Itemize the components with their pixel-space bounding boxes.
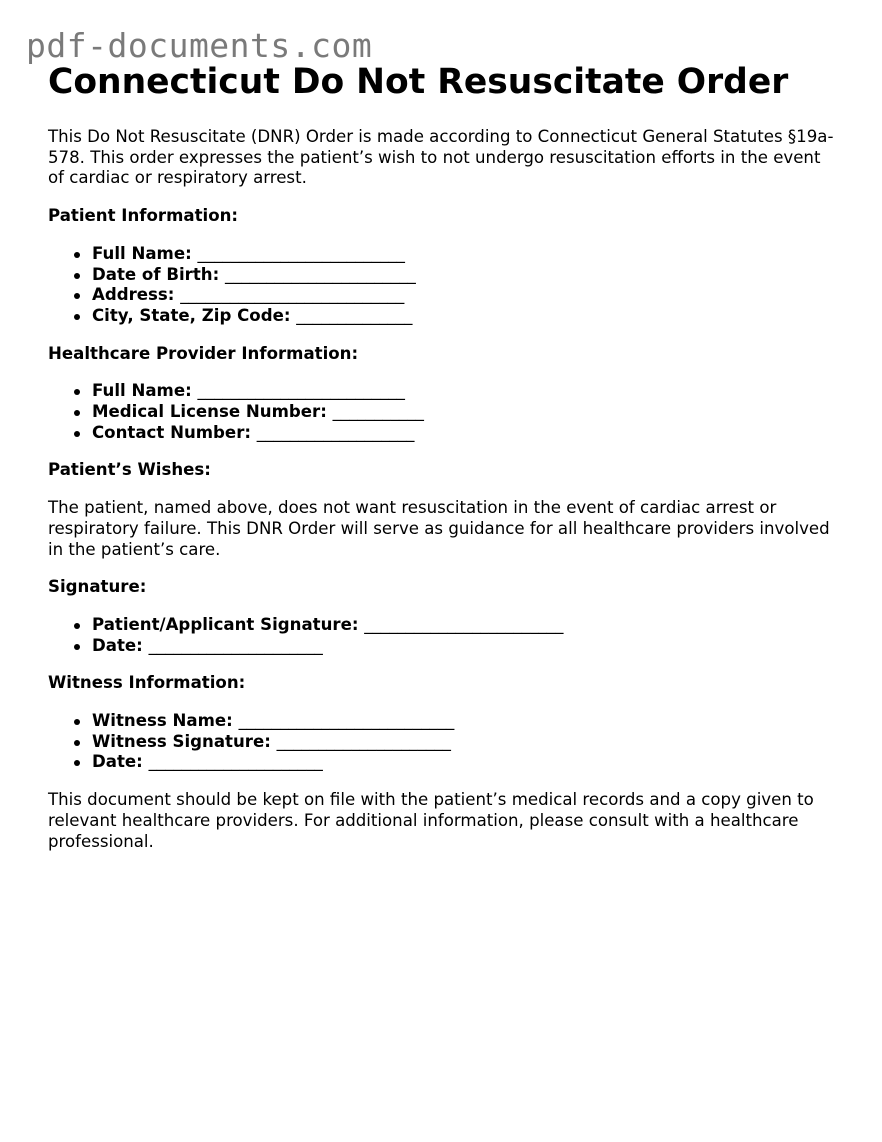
field-label: Full Name: bbox=[92, 243, 192, 263]
field-label: City, State, Zip Code: bbox=[92, 305, 291, 325]
field-blank: __________________________ bbox=[238, 711, 455, 731]
field-label: Contact Number: bbox=[92, 422, 252, 442]
field-blank: _________________________ bbox=[197, 243, 405, 263]
witness-heading: Witness Information: bbox=[48, 673, 246, 693]
signature-date-field[interactable] bbox=[92, 636, 838, 657]
provider-license-field[interactable] bbox=[92, 402, 838, 423]
field-blank: ___________ bbox=[332, 402, 424, 422]
wishes-heading: Patient’s Wishes: bbox=[48, 460, 211, 480]
patient-info-list bbox=[48, 244, 838, 327]
wishes-paragraph: The patient, named above, does not want resuscitation in the event of cardiac arrest or respiratory failure. This DNR Order will serve as guidance for all healthcare providers involved in the patient’s care. bbox=[48, 498, 830, 559]
field-label: Witness Name: bbox=[92, 711, 233, 731]
field-label: Witness Signature: bbox=[92, 731, 271, 751]
patient-signature-field[interactable] bbox=[92, 615, 838, 636]
provider-info-heading: Healthcare Provider Information: bbox=[48, 343, 359, 363]
provider-info-list bbox=[48, 381, 838, 443]
signature-heading: Signature: bbox=[48, 577, 147, 597]
document-page bbox=[48, 60, 838, 852]
patient-city-state-zip-field[interactable] bbox=[92, 306, 838, 327]
closing-paragraph: This document should be kept on file with the patient’s medical records and a copy given to relevant healthcare providers. For additional information, please consult with a healthcare professional. bbox=[48, 790, 814, 851]
field-label: Date of Birth: bbox=[92, 264, 220, 284]
patient-info-heading: Patient Information: bbox=[48, 206, 239, 226]
page-title: Connecticut Do Not Resuscitate Order bbox=[48, 62, 789, 102]
field-blank: ___________________ bbox=[256, 422, 415, 442]
field-label: Full Name: bbox=[92, 381, 192, 401]
provider-full-name-field[interactable] bbox=[92, 381, 838, 402]
patient-address-field[interactable] bbox=[92, 285, 838, 306]
witness-name-field[interactable] bbox=[92, 711, 838, 732]
field-blank: _____________________ bbox=[148, 635, 323, 655]
witness-date-field[interactable] bbox=[92, 752, 838, 773]
patient-full-name-field[interactable] bbox=[92, 244, 838, 265]
field-blank: ______________ bbox=[296, 305, 413, 325]
witness-list bbox=[48, 711, 838, 773]
watermark: pdf-documents.com bbox=[26, 26, 373, 65]
field-blank: _____________________ bbox=[148, 752, 323, 772]
intro-paragraph: This Do Not Resuscitate (DNR) Order is made according to Connecticut General Statutes §19a-578. This order expresses the patient’s wish to not undergo resuscitation efforts in the event of cardiac or respiratory arrest. bbox=[48, 127, 834, 188]
field-label: Date: bbox=[92, 635, 143, 655]
witness-signature-field[interactable] bbox=[92, 732, 838, 753]
field-blank: _________________________ bbox=[197, 381, 405, 401]
signature-list bbox=[48, 615, 838, 656]
field-blank: ___________________________ bbox=[180, 285, 405, 305]
field-label: Date: bbox=[92, 752, 143, 772]
provider-contact-field[interactable] bbox=[92, 423, 838, 444]
field-label: Address: bbox=[92, 285, 175, 305]
field-label: Medical License Number: bbox=[92, 402, 327, 422]
field-label: Patient/Applicant Signature: bbox=[92, 614, 359, 634]
field-blank: ________________________ bbox=[364, 614, 564, 634]
field-blank: _______________________ bbox=[225, 264, 416, 284]
field-blank: _____________________ bbox=[276, 731, 451, 751]
patient-dob-field[interactable] bbox=[92, 265, 838, 286]
